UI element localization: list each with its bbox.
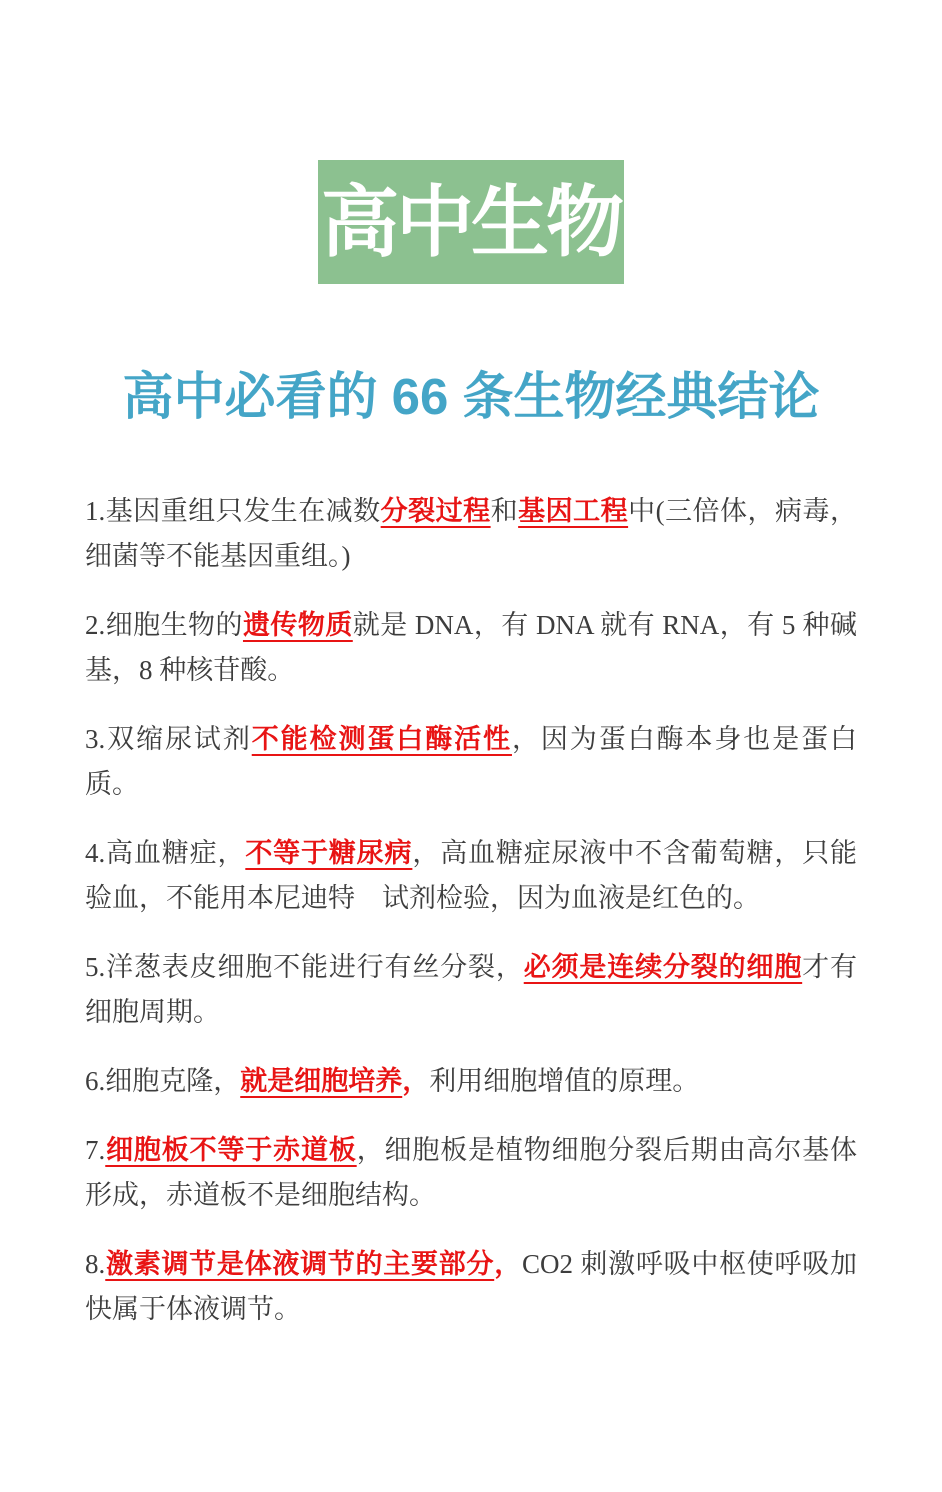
highlighted-text: ， bbox=[402, 1066, 430, 1097]
banner-title: 高中生物 bbox=[320, 178, 621, 266]
list-item bbox=[85, 717, 857, 807]
body-text: 就是 DNA，有 DNA 就有 RNA，有 5 种碱基，8 种核苷酸。 bbox=[85, 610, 857, 686]
body-text: 3.双缩尿试剂 bbox=[85, 724, 252, 755]
highlighted-text: 遗传物质 bbox=[242, 610, 353, 641]
body-text: 7. bbox=[85, 1135, 106, 1166]
highlighted-text: 细胞板不等于赤道板 bbox=[105, 1135, 357, 1166]
list-item bbox=[85, 1242, 857, 1332]
body-text: 和 bbox=[490, 496, 519, 527]
header-banner bbox=[318, 160, 624, 284]
list-item bbox=[85, 831, 857, 921]
body-text: 利用细胞增值的原理。 bbox=[429, 1066, 700, 1097]
body-text: 4.高血糖症， bbox=[85, 838, 246, 869]
highlighted-text: 必须是连续分裂的细胞 bbox=[523, 952, 803, 983]
highlighted-text: 就是细胞培养 bbox=[240, 1066, 403, 1097]
document-page bbox=[0, 160, 942, 1492]
body-text: 才有细胞周期。 bbox=[85, 952, 858, 1028]
list-item bbox=[85, 489, 857, 579]
list-item bbox=[85, 603, 857, 693]
body-text: CO2 刺激呼吸中枢使呼吸加快属于体液调节。 bbox=[85, 1249, 857, 1325]
list-item bbox=[85, 1059, 857, 1104]
body-text: ，高血糖症尿液中不含葡萄糖，只能验血，不能用本尼迪特 试剂检验，因为血液是红色的。 bbox=[85, 838, 858, 914]
body-text: 5.洋葱表皮细胞不能进行有丝分裂， bbox=[85, 952, 524, 983]
conclusions-list bbox=[85, 489, 857, 1332]
body-text: 1.基因重组只发生在减数 bbox=[85, 496, 381, 527]
highlighted-text: 不等于糖尿病 bbox=[245, 838, 413, 869]
body-text: ，因为蛋白酶本身也是蛋白质。 bbox=[85, 724, 858, 800]
list-item bbox=[85, 945, 857, 1035]
page-title: 高中必看的 66 条生物经典结论 bbox=[122, 368, 820, 425]
highlighted-text: ， bbox=[494, 1249, 522, 1280]
body-text: 8. bbox=[85, 1249, 106, 1280]
body-text: ，细胞板是植物细胞分裂后期由高尔基体形成，赤道板不是细胞结构。 bbox=[85, 1135, 858, 1211]
highlighted-text: 基因工程 bbox=[518, 496, 629, 527]
highlighted-text: 激素调节是体液调节的主要部分 bbox=[105, 1249, 495, 1280]
body-text: 6.细胞克隆， bbox=[85, 1066, 241, 1097]
body-text: 中(三倍体，病毒，细菌等不能基因重组。) bbox=[85, 496, 858, 572]
list-item bbox=[85, 1128, 857, 1218]
body-text: 2.细胞生物的 bbox=[85, 610, 243, 641]
highlighted-text: 分裂过程 bbox=[380, 496, 491, 527]
highlighted-text: 不能检测蛋白酶活性 bbox=[251, 724, 512, 755]
